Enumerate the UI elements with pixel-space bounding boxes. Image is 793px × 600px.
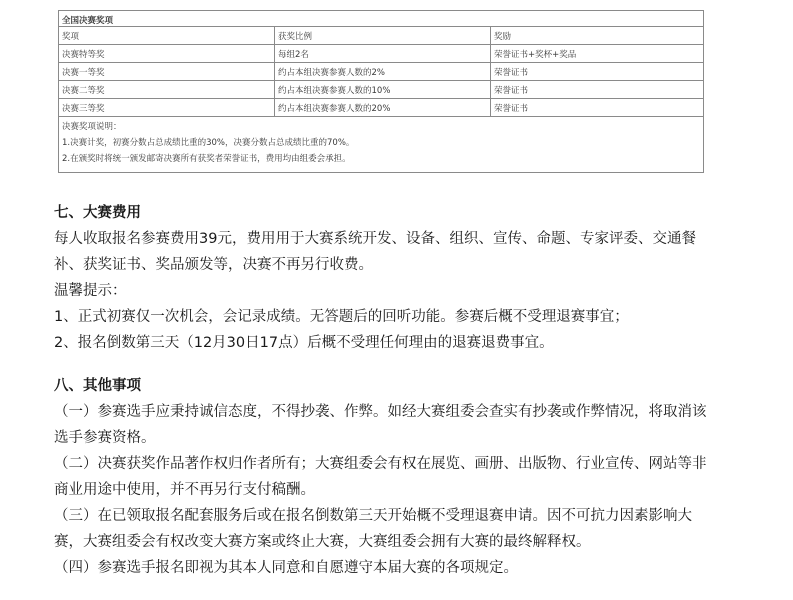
awards-table-title-row	[59, 11, 703, 27]
section-spacer	[54, 356, 744, 373]
awards-table-header-row	[59, 27, 703, 45]
awards-note-1: 1.决赛计奖，初赛分数占总成绩比重的30%，决赛分数占总成绩比重的70%。	[62, 138, 355, 148]
header-reward: 奖励	[494, 32, 512, 42]
award-reward: 荣誉证书	[494, 86, 529, 96]
other-item-2-line-2: 商业用途中使用，并不再另行支付稿酬。	[54, 482, 315, 498]
awards-table-title: 全国决赛奖项	[62, 16, 114, 26]
section-heading-fees: 七、大赛费用	[54, 205, 141, 221]
table-row	[59, 63, 703, 81]
award-ratio: 每组2名	[275, 45, 491, 62]
award-name: 决赛三等奖	[59, 99, 275, 116]
tip-item-2: 2、报名倒数第三天（12月30日17点）后概不受理任何理由的退赛退费事宜。	[54, 335, 554, 351]
award-name: 决赛一等奖	[59, 63, 275, 80]
award-reward: 荣誉证书	[494, 68, 529, 78]
awards-notes	[59, 117, 703, 169]
fees-paragraph-line-1: 每人收取报名参赛费用39元，费用用于大赛系统开发、设备、组织、宣传、命题、专家评委、交通餐	[54, 231, 696, 247]
other-item-2-line-1: （二）决赛获奖作品著作权归作者所有；大赛组委会有权在展览、画册、出版物、行业宣传、网站等非	[54, 456, 707, 472]
document-body	[54, 200, 744, 581]
award-ratio: 约占本组决赛参赛人数的2%	[275, 63, 491, 80]
table-row	[59, 81, 703, 99]
award-name: 决赛二等奖	[59, 81, 275, 98]
other-item-3-line-2: 赛，大赛组委会有权改变大赛方案或终止大赛，大赛组委会拥有大赛的最终解释权。	[54, 534, 591, 550]
award-reward: 荣誉证书+奖杯+奖品	[494, 50, 577, 60]
other-item-1-line-1: （一）参赛选手应秉持诚信态度，不得抄袭、作弊。如经大赛组委会查实有抄袭或作弊情况，将取消该	[54, 404, 707, 420]
other-item-1-line-2: 选手参赛资格。	[54, 430, 156, 446]
other-item-4: （四）参赛选手报名即视为其本人同意和自愿遵守本届大赛的各项规定。	[54, 560, 518, 576]
award-ratio: 约占本组决赛参赛人数的10%	[275, 81, 491, 98]
header-award: 奖项	[59, 27, 275, 44]
fees-paragraph-line-2: 补、获奖证书、奖品颁发等，决赛不再另行收费。	[54, 257, 373, 273]
award-reward: 荣誉证书	[494, 104, 529, 114]
section-heading-other: 八、其他事项	[54, 378, 141, 394]
award-ratio: 约占本组决赛参赛人数的20%	[275, 99, 491, 116]
award-name: 决赛特等奖	[59, 45, 275, 62]
awards-table	[58, 10, 704, 173]
table-row	[59, 45, 703, 63]
awards-note-2: 2.在颁奖时将统一颁发邮寄决赛所有获奖者荣誉证书，费用均由组委会承担。	[62, 154, 351, 164]
header-ratio: 获奖比例	[275, 27, 491, 44]
awards-notes-title: 决赛奖项说明：	[62, 122, 122, 132]
table-row	[59, 99, 703, 117]
tip-item-1: 1、正式初赛仅一次机会，会记录成绩。无答题后的回听功能。参赛后概不受理退赛事宜；	[54, 309, 629, 325]
tip-label: 温馨提示：	[54, 283, 127, 299]
other-item-3-line-1: （三）在已领取报名配套服务后或在报名倒数第三天开始概不受理退赛申请。因不可抗力因素影响大	[54, 508, 692, 524]
